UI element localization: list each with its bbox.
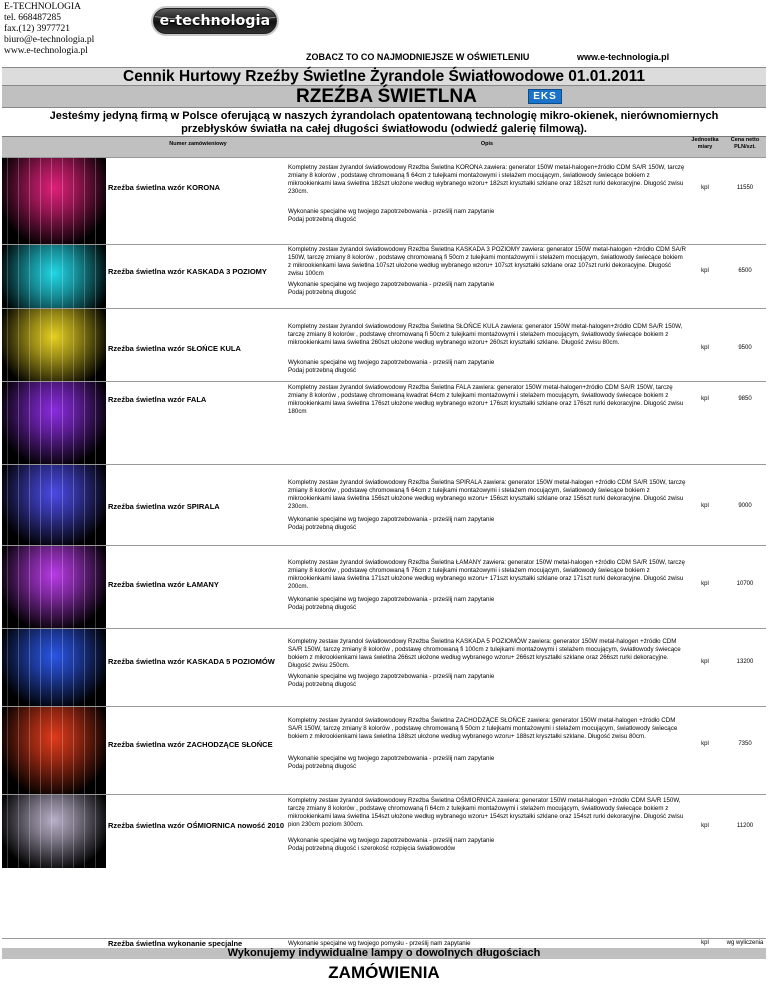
- special-note: [288, 359, 686, 375]
- special-note-line: Wykonanie specjalne wg twojego zapotrzebowania - prześlij nam zapytanie: [288, 281, 495, 288]
- product-name: Rzeźba świetlna wzór ŁAMANY: [108, 580, 219, 589]
- price-list-title: Cennik Hurtowy Rzeźby Świetlne Żyrandole Światłowodowe 01.01.2011: [2, 67, 766, 86]
- price-cell: 11200: [736, 823, 754, 829]
- special-note-line: Wykonanie specjalne wg twojego zapotrzebowania - prześlij nam zapytanie: [288, 359, 495, 366]
- product-photo[interactable]: [2, 158, 106, 244]
- unit-cell: kpl: [701, 940, 709, 946]
- product-photo[interactable]: [2, 309, 106, 388]
- special-note-line: Podaj potrzebną długość: [288, 216, 357, 223]
- product-description: Kompletny zestaw żyrandol światłowodowy Rzeźba Świetlna ŁAMANY zawiera: generator 150W metal-halogen +źródło CDM SA/R 150W, tarczę zmiany 8 kolorów , podstawę chromowaną fi 76cm z tulejkami montażowymi i stelażem mocującym, światłowody świecące bokiem z mikrookienkami lawa świetlna 171szt ułożone według wybranego wzoru+ 171szt kryształki szklane oraz 171szt rurki dekoracyjne. Długość zwisu 200cm.: [288, 559, 685, 590]
- product-name: Rzeźba świetlna wzór SŁOŃCE KULA: [108, 344, 241, 353]
- product-description: Kompletny zestaw żyrandol światłowodowy Rzeźba Świetlna KASKADA 5 POZIOMÓW zawiera: generator 150W metal-halogen +źródło CDM SA/R 150W, tarczę zmiany 8 kolorów , podstawę chromowaną fi 100cm z tulejkami montażowymi i stelażem mocującym, światłowody świecące bokiem z mikrookienkami lawa świetlna 266szt ułożone według wybranego wzoru+ 266szt kryształki szklane oraz 266szt rurki dekoracyjne. Długość zwisu 250cm.: [288, 638, 681, 669]
- special-note-line: Podaj potrzebną długość: [288, 289, 357, 296]
- product-description: Kompletny zestaw żyrandol światłowodowy Rzeźba Świetlna SPIRALA zawiera: generator 150W metal-halogen +źródło CDM SA/R 150W, tarczę zmiany 8 kolorów , podstawę chromowaną fi 64cm z tulejkami montażowymi i stelażem mocującym, światłowody świecące bokiem z mikrookienkami lawa świetlna 156szt ułożone według wybranego wzoru+ 156szt kryształki szklane oraz 156szt rurki dekoracyjne. Długość zwisu 230cm.: [288, 479, 686, 510]
- product-description: Kompletny zestaw żyrandol światłowodowy Rzeźba Świetlna KASKADA 3 POZIOMY zawiera: generator 150W metal-halogen +źródło CDM SA/R 150W, tarczę zmiany 8 kolorów , podstawę chromowaną fi 50cm z tulejkami montażowymi i stelażem mocującym, światłowody świecące bokiem z mikrookienkami lawa świetlna 107szt ułożone według wybranego wzoru+ 107szt kryształki szklane oraz 107szt rurki dekoracyjne. Długość zwisu 100cm: [288, 246, 686, 277]
- special-note-line: Wykonanie specjalne wg twojego zapotrzebowania - prześlij nam zapytanie: [288, 516, 495, 523]
- eks-badge: EKS: [528, 89, 562, 104]
- special-note: [288, 208, 686, 224]
- unit-cell: kpl: [701, 185, 709, 191]
- unit-cell: kpl: [701, 268, 709, 274]
- company-email: biuro@e-technologia.pl: [4, 35, 95, 45]
- price-cell: 7350: [738, 741, 752, 747]
- product-name: Rzeźba świetlna wzór OŚMIORNICA nowość 2010: [108, 821, 285, 830]
- special-note: [288, 837, 686, 853]
- price-cell: 9000: [738, 503, 752, 509]
- custom-lamps-band: Wykonujemy indywidualne lampy o dowolnych długościach: [2, 948, 766, 959]
- special-note: [288, 596, 686, 612]
- product-name: Rzeźba świetlna wykonanie specjalne: [108, 939, 243, 948]
- unit-cell: kpl: [701, 345, 709, 351]
- price-cell: 10700: [736, 581, 754, 587]
- product-name: Rzeźba świetlna wzór KASKADA 3 POZIOMY: [108, 267, 267, 276]
- price-cell: 6500: [738, 268, 752, 274]
- header-website-link[interactable]: www.e-technologia.pl: [577, 52, 670, 62]
- table-row: [2, 794, 766, 868]
- product-photo[interactable]: [2, 795, 106, 868]
- header-price: Cena netto PLN/szt.: [730, 137, 760, 150]
- product-name: Rzeźba świetlna wzór SPIRALA: [108, 502, 220, 511]
- table-row: [2, 464, 766, 545]
- table-row: [2, 628, 766, 706]
- special-note-line: Podaj potrzebną długość: [288, 604, 357, 611]
- table-row: [2, 157, 766, 244]
- special-note-line: Wykonanie specjalne wg twojego zapotrzebowania - prześlij nam zapytanie: [288, 673, 495, 680]
- special-note-line: Wykonanie specjalne wg twojego zapotrzebowania - prześlij nam zapytanie: [288, 755, 495, 762]
- special-note-line: Wykonanie specjalne wg twojego zapotrzebowania - prześlij nam zapytanie: [288, 596, 495, 603]
- product-name: Rzeźba świetlna wzór KORONA: [108, 183, 221, 192]
- product-description: Kompletny zestaw żyrandol światłowodowy Rzeźba Świetlna OŚMIORNICA zawiera: generator 150W metal-halogen +źródło CDM SA/R 150W, tarczę zmiany 8 kolorów , podstawę chromowaną fi 64cm z tulejkami montażowymi i stelażem mocującym, światłowody świecące bokiem z mikrookienkami lawa świetlna 154szt ułożone według wybranego wzoru+ 154szt kryształki szklane oraz 154szt rurki dekoracyjne. Długość zwisu pion 230cm poziom 300cm.: [288, 797, 684, 828]
- table-row: [2, 381, 766, 464]
- header-number: Numer zamówieniowy: [169, 141, 227, 147]
- section-title: RZEŹBA ŚWIETLNA: [296, 86, 477, 107]
- special-note-line: Podaj potrzebną długość: [288, 763, 357, 770]
- product-description: Kompletny zestaw żyrandol światłowodowy Rzeźba Świetlna ZACHODZĄCE SŁOŃCE zawiera: generator 150W metal-halogen +źródło CDM SA/R 150W, tarczę zmiany 8 kolorów , podstawę chromowaną fi 50cm z tulejkami montażowymi i stelażem mocującym, światłowody świecące bokiem z mikrookienkami lawa świetlna 188szt ułożone według wybranego wzoru+ 188szt kryształki szklane. Długość zwisu 80cm.: [288, 717, 678, 740]
- table-row: [2, 545, 766, 628]
- header-unit: Jednostka miary: [691, 137, 719, 150]
- product-photo[interactable]: [2, 707, 106, 794]
- special-note-line: Podaj potrzebną długość: [288, 524, 357, 531]
- unit-cell: kpl: [701, 581, 709, 587]
- special-note: [288, 281, 686, 297]
- product-name: Rzeźba świetlna wzór FALA: [108, 395, 207, 404]
- special-note: [288, 755, 686, 771]
- table-row: [2, 706, 766, 794]
- special-note-line: Podaj potrzebną długość: [288, 681, 357, 688]
- company-phone: tel. 668487285: [4, 13, 61, 23]
- product-name: Rzeźba świetlna wzór KASKADA 5 POZIOMÓW: [108, 657, 275, 666]
- company-website: www.e-technologia.pl: [4, 46, 88, 56]
- company-fax: fax.(12) 3977721: [4, 24, 70, 34]
- price-cell: 13200: [736, 659, 754, 665]
- special-note-line: Wykonanie specjalne wg twojego zapotrzebowania - prześlij nam zapytanie: [288, 208, 495, 215]
- product-description: Kompletny zestaw żyrandol światłowodowy Rzeźba Świetlna KORONA zawiera: generator 150W metal-halogen+źródło CDM SA/R 150W, tarczę zmiany 8 kolorów , podstawę chromowaną fi 64cm z tulejkami montażowymi i stelażem mocującym, światłowody świecące bokiem z mikrookienkami lawa świetlna 182szt ułożone według wybranego wzoru+ 182szt kryształki szklane oraz 182szt rurki dekoracyjne. Długość zwisu 230cm.: [288, 164, 685, 195]
- section-title-band: [2, 86, 766, 108]
- intro-text: Jesteśmy jedyną firmą w Polsce oferującą w naszych żyrandolach opatentowaną technologię mikro-okienek, nierównomiernych przebłysków światła na całej długości światłowodu (odwiedź galerię filmową).: [49, 110, 719, 135]
- company-name: E-TECHNOLOGIA: [4, 2, 82, 12]
- logo-text: e-technologia: [159, 13, 271, 29]
- special-note-line: Podaj potrzebną długość: [288, 367, 357, 374]
- slogan: ZOBACZ TO CO NAJMODNIEJSZE W OŚWIETLENIU: [306, 52, 530, 62]
- company-info: [4, 2, 154, 57]
- special-note: [288, 673, 686, 689]
- header-description: Opis: [480, 141, 494, 147]
- product-photo[interactable]: [2, 465, 106, 545]
- product-description: Kompletny zestaw żyrandol światłowodowy Rzeźba Świetlna FALA zawiera: generator 150W metal-halogen+źródło CDM SA/R 150W, tarczę zmiany 8 kolorów , podstawę chromowaną kwadrat 64cm z tulejkami montażowymi i stelażem mocującym, światłowody świecące bokiem z mikrookienkami lawa świetlna 176szt ułożone według wybranego wzoru+ 176szt kryształki szklane oraz 176szt rurki dekoracyjne. Długość zwisu 180cm: [288, 384, 684, 415]
- special-note-line: Podaj potrzebną długość i szerokość rozpięcia światłowodów: [288, 845, 456, 852]
- unit-cell: kpl: [701, 396, 709, 402]
- price-cell: 9500: [738, 345, 752, 351]
- price-cell: wg wyliczenia: [726, 940, 764, 946]
- brand-logo[interactable]: [153, 8, 277, 34]
- product-description: Wykonanie specjalne wg twojego pomysłu - prześlij nam zapytanie: [288, 940, 471, 947]
- product-photo[interactable]: [2, 629, 106, 706]
- product-description: Kompletny zestaw żyrandol światłowodowy Rzeźba Świetlna SŁOŃCE KULA zawiera: generator 150W metal-halogen+źródło CDM SA/R 150W, tarczę zmiany 8 kolorów , podstawę chromowaną fi 50cm z tulejkami montażowymi i stelażem mocującym, światłowody świecące bokiem z mikrookienkami lawa świetlna 260szt ułożone według wybranego wzoru+ 260szt kryształki szklane. Długość zwisu 80cm.: [288, 323, 683, 346]
- unit-cell: kpl: [701, 659, 709, 665]
- table-row: [2, 308, 766, 388]
- unit-cell: kpl: [701, 741, 709, 747]
- product-photo[interactable]: [2, 546, 106, 628]
- unit-cell: kpl: [701, 503, 709, 509]
- price-cell: 9850: [738, 396, 752, 402]
- special-note-line: Wykonanie specjalne wg twojego zapotrzebowania - prześlij nam zapytanie: [288, 837, 495, 844]
- unit-cell: kpl: [701, 823, 709, 829]
- product-name: Rzeźba świetlna wzór ZACHODZĄCE SŁOŃCE: [108, 740, 273, 749]
- table-header: [2, 136, 766, 157]
- special-note: [288, 516, 686, 532]
- orders-title: ZAMÓWIENIA: [328, 963, 440, 982]
- price-cell: 11550: [736, 185, 754, 191]
- product-photo[interactable]: [2, 382, 106, 464]
